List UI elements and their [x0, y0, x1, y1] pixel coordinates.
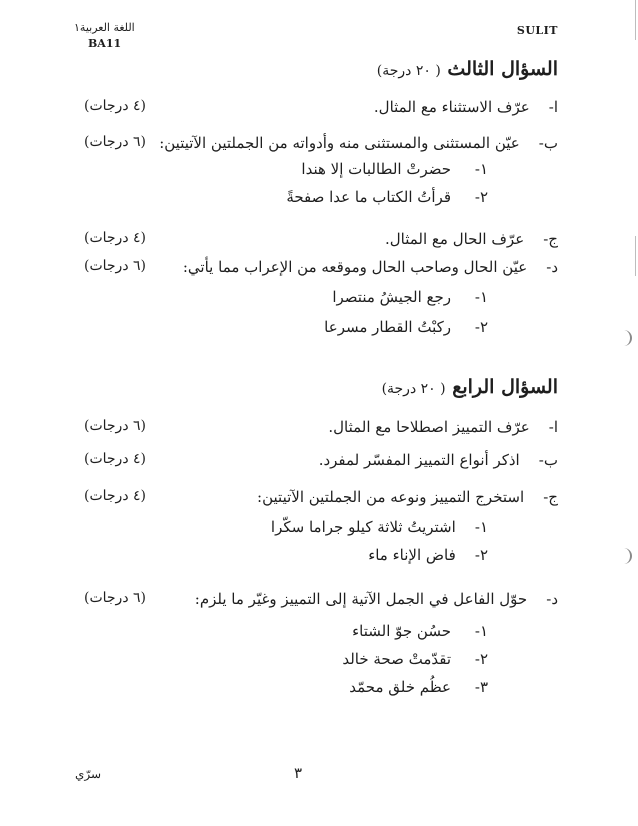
page-number: ٣	[294, 764, 303, 782]
q3b-sub2-label: ٢-	[474, 188, 488, 206]
q3b-points: (٦ درجات)	[84, 134, 147, 150]
q4d-sub3	[349, 678, 488, 696]
q4b	[319, 451, 558, 469]
q3b-sub2	[286, 188, 488, 206]
q3d-sub1-text: رجع الجيشُ منتصرا	[332, 288, 452, 306]
q4c-sub2	[368, 546, 488, 564]
q4d-sub2-label: ٢-	[474, 650, 488, 668]
punch-hole-mark	[622, 330, 632, 346]
q4d-sub1-label: ١-	[474, 622, 488, 640]
q3d-sub1	[332, 288, 488, 306]
q3d-points: (٦ درجات)	[84, 258, 147, 274]
q4a-points: (٦ درجات)	[84, 418, 147, 434]
q3a	[374, 98, 558, 116]
scan-edge-line	[635, 0, 636, 40]
section3-title: السؤال الثالث	[447, 58, 558, 80]
q4c-text: استخرج التمييز ونوعه من الجملتين الآتيتين:	[257, 488, 525, 506]
q3b-sub2-text: قرأتُ الكتاب ما عدا صفحةً	[286, 188, 452, 206]
q4c-sub1	[271, 518, 488, 536]
q4c	[257, 488, 558, 506]
q3d-sub2-text: ركبْتُ القطار مسرعا	[324, 318, 452, 336]
q4d-sub1-text: حسُن جوّ الشتاء	[352, 622, 452, 640]
q3d-sub2-label: ٢-	[474, 318, 488, 336]
confidential-mark: سرّي	[75, 767, 102, 781]
q4c-points: (٤ درجات)	[84, 488, 147, 504]
q3d-sub1-label: ١-	[474, 288, 488, 306]
q3a-label: ا-	[548, 98, 558, 116]
q3c	[385, 230, 558, 248]
q3b-sub1-text: حضرتْ الطالبات إلا هندا	[301, 160, 452, 178]
q4d-sub2-text: تقدّمتْ صحة خالد	[342, 650, 452, 668]
q4c-sub2-label: ٢-	[474, 546, 488, 564]
q4b-label: ب-	[538, 451, 558, 469]
course-code: BA11	[88, 37, 122, 50]
q4c-sub2-text: فاض الإناء ماء	[368, 546, 456, 564]
q4a	[328, 418, 558, 436]
q3b	[159, 134, 558, 152]
q4d-sub3-text: عظُم خلق محمّد	[349, 678, 452, 696]
section4-title: السؤال الرابع	[452, 376, 558, 398]
q4b-text: اذكر أنواع التمييز المفسّر لمفرد.	[318, 451, 520, 469]
punch-hole-mark	[622, 548, 632, 564]
q3d-sub2	[324, 318, 488, 336]
classification-label: SULIT	[516, 24, 558, 37]
q3b-label: ب-	[538, 134, 558, 152]
q3b-text: عيّن المستثنى والمستثنى منه وأدواته من الجملتين الآتيتين:	[159, 134, 520, 152]
q4c-label: ج-	[543, 488, 558, 506]
q3c-points: (٤ درجات)	[84, 230, 147, 246]
q4c-sub1-label: ١-	[474, 518, 488, 536]
section4-marks: ( ٢٠ درجة)	[381, 381, 446, 397]
section4-heading	[382, 376, 558, 398]
q4d	[195, 590, 558, 608]
q3b-sub1-label: ١-	[474, 160, 488, 178]
q4a-label: ا-	[548, 418, 558, 436]
q4c-sub1-text: اشتريتُ ثلاثة كيلو جراما سكّرا	[270, 518, 456, 536]
q3b-sub1	[301, 160, 488, 178]
q4a-text: عرّف التمييز اصطلاحا مع المثال.	[328, 418, 530, 436]
q3a-points: (٤ درجات)	[84, 98, 147, 114]
q3a-text: عرّف الاستثناء مع المثال.	[373, 98, 530, 116]
scan-edge-line	[635, 236, 636, 276]
q3d	[183, 258, 558, 276]
q3d-label: د-	[546, 258, 558, 276]
q3c-text: عرّف الحال مع المثال.	[384, 230, 525, 248]
q3d-text: عيّن الحال وصاحب الحال وموقعه من الإعراب مما يأتي:	[182, 258, 528, 276]
q4d-sub2	[342, 650, 488, 668]
q4d-label: د-	[546, 590, 558, 608]
q4d-text: حوّل الفاعل في الجمل الآتية إلى التمييز وغيّر ما يلزم:	[194, 590, 528, 608]
subject-label: اللغة العربية١	[74, 21, 135, 34]
q4d-sub1	[352, 622, 488, 640]
section3-marks: ( ٢٠ درجة)	[376, 63, 441, 79]
q4d-points: (٦ درجات)	[84, 590, 147, 606]
section3-heading	[377, 58, 558, 80]
q4d-sub3-label: ٣-	[474, 678, 488, 696]
q3c-label: ج-	[543, 230, 558, 248]
q4b-points: (٤ درجات)	[84, 451, 147, 467]
